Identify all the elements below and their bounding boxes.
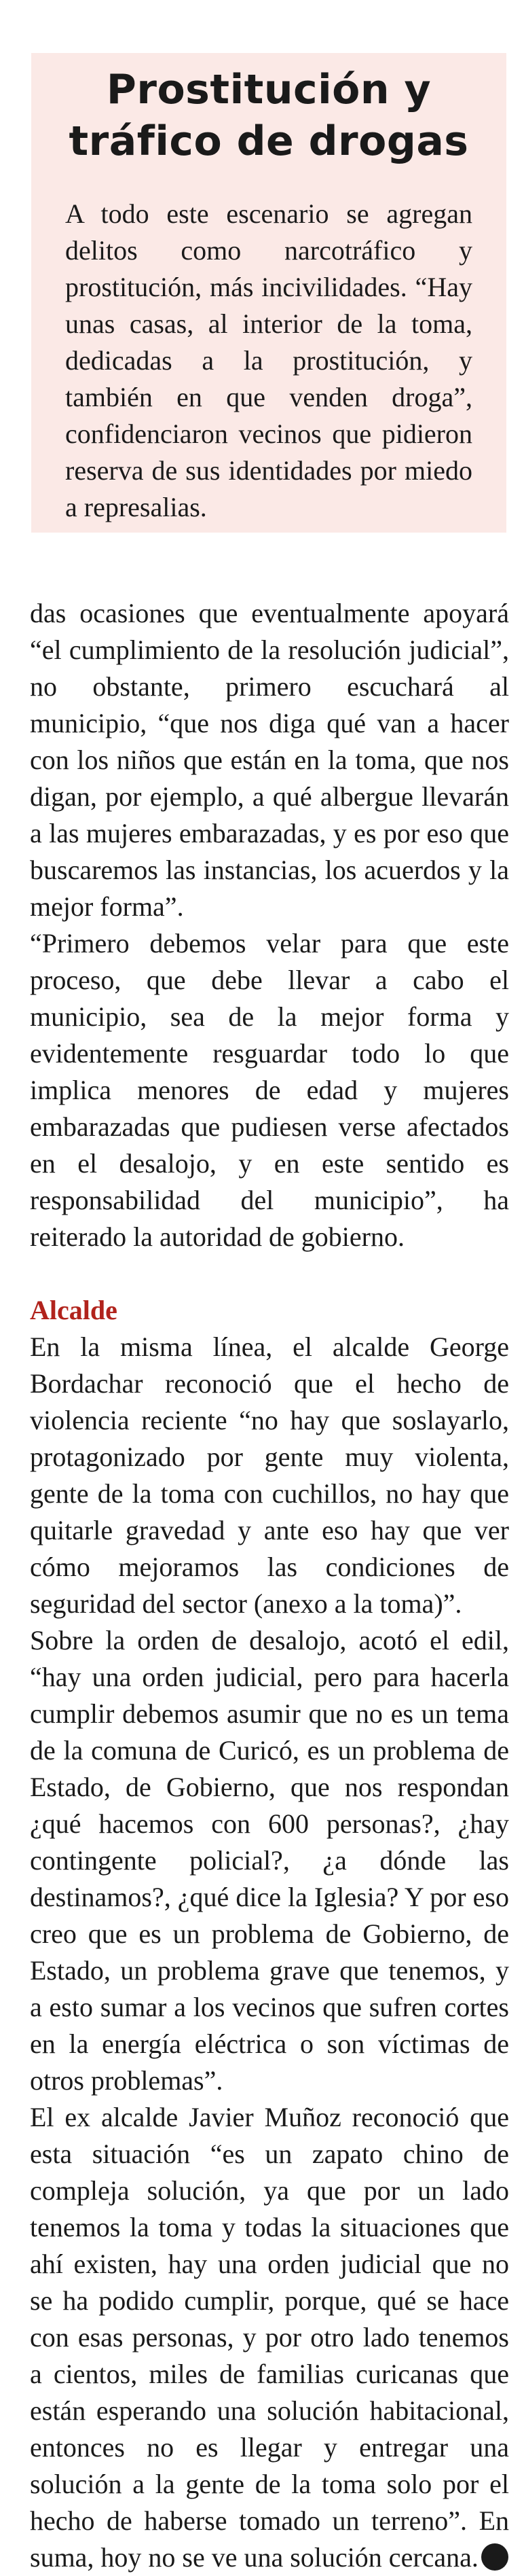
sidebar-body: A todo este escenario se agregan delitos como narcotráfico y prostitución, más incivilidades. “Hay unas casas, al interior de la toma, dedicadas a la prostitución, y también en que venden droga”, confidenciaron vecinos que pidieron reserva de sus identidades por miedo a represalias. xyxy=(65,198,472,522)
article-paragraph-3: En la misma línea, el alcalde George Bordachar reconoció que el hecho de violencia reciente “no hay que soslayarlo, protagonizado por gente muy violenta, gente de la toma con cuchillos, no hay que quitarle gravedad y ante eso hay que ver cómo mejoramos las condiciones de seguridad del sector (anexo a la toma)”. xyxy=(30,1331,509,1619)
article-paragraph-2: “Primero debemos velar para que este proceso, que debe llevar a cabo el municipio, sea de la mejor forma y evidentemente resguardar todo lo que implica menores de edad y mujeres embarazadas que pudiesen verse afectados en el desalojo, y en este sentido es responsabilidad del municipio”, ha reiterado la autoridad de gobierno. xyxy=(30,928,509,1252)
article-paragraph-1: das ocasiones que eventualmente apoyará “el cumplimiento de la resolución judicial”, no obstante, primero escuchará al municipio, “que nos diga qué van a hacer con los niños que están en la toma, que nos digan, por ejemplo, a qué albergue llevarán a las mujeres embarazadas, y es por eso que buscaremos las instancias, los acuerdos y la mejor forma”. xyxy=(30,598,509,922)
sidebar-title-line-2: tráfico de drogas xyxy=(69,118,469,165)
article-paragraph-5 xyxy=(30,2099,509,2576)
sidebar-title-line-1: Prostitución y xyxy=(106,66,432,113)
article-paragraph-4: Sobre la orden de desalojo, acotó el edil, “hay una orden judicial, pero para hacerla cumplir debemos asumir que no es un tema de la comuna de Curicó, es un problema de Estado, de Gobierno, que nos respondan ¿qué hacemos con 600 personas?, ¿hay contingente policial?, ¿a dónde las destinamos?, ¿qué dice la Iglesia? Y por eso creo que es un problema de Gobierno, de Estado, un problema grave que tenemos, y a esto sumar a los vecinos que sufren cortes en la energía eléctrica o son víctimas de otros problemas”. xyxy=(30,1625,509,2096)
sidebar-title xyxy=(65,64,472,167)
section-heading-alcalde: Alcalde xyxy=(30,1295,117,1325)
sidebar-box xyxy=(31,53,506,533)
article-paragraph-5-text: El ex alcalde Javier Muñoz reconoció que esta situación “es un zapato chino de compleja solución, ya que por un lado tenemos la toma y todas la situaciones que ahí existen, hay una orden judicial que no se ha podido cumplir, porque, qué se hace con esas personas, y por otro lado tenemos a cientos, miles de familias curicanas que están esperando una solución habitacional, entonces no es llegar y entregar una solución a la gente de la toma solo por el hecho de haberse tomado un terreno”. En suma, hoy no se ve una solución cercana. xyxy=(30,2102,509,2573)
article-body xyxy=(30,595,509,2576)
end-mark-icon xyxy=(481,2543,508,2571)
section-spacer xyxy=(30,1255,509,1292)
